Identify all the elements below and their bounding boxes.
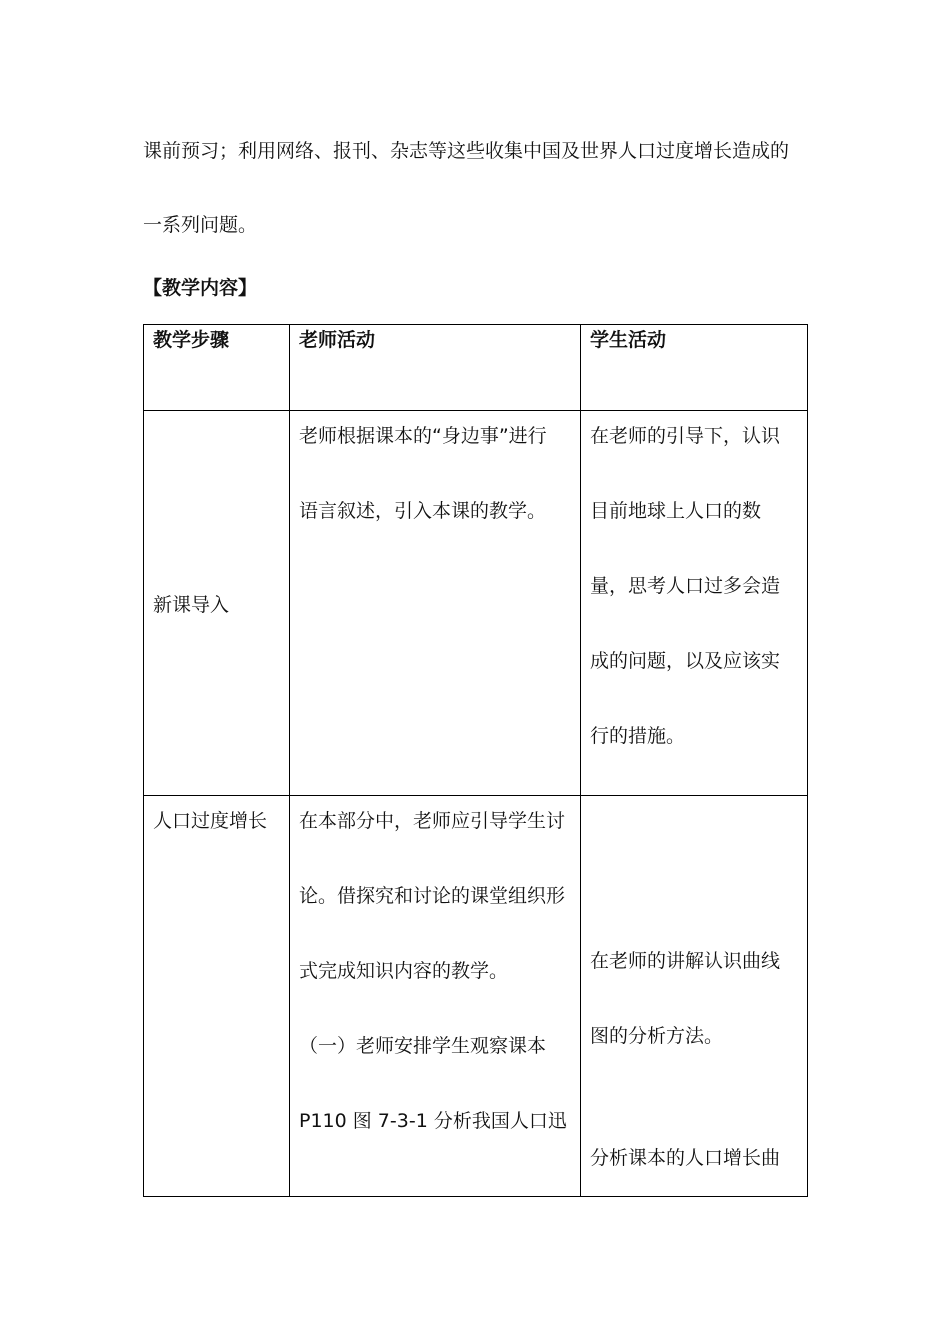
teacher-activity-cell: [290, 411, 581, 796]
table-header-row: [144, 325, 808, 411]
intro-line-2: 一系列问题。: [143, 214, 258, 236]
student-text-line: 在老师的讲解认识曲线: [590, 950, 781, 972]
header-student-activity: 学生活动: [581, 325, 808, 411]
teacher-text-line: 语言叙述，引入本课的教学。: [299, 500, 547, 522]
student-text-line: 量，思考人口过多会造: [590, 575, 781, 597]
section-heading: 【教学内容】: [143, 277, 258, 299]
header-teacher-activity: 老师活动: [290, 325, 581, 411]
table-row: [144, 796, 808, 1197]
student-text-line: 分析课本的人口增长曲: [590, 1147, 781, 1169]
teacher-activity-cell: [290, 796, 581, 1197]
table-row: [144, 411, 808, 796]
step-label: 新课导入: [153, 593, 230, 616]
teacher-text-line: 老师根据课本的“身边事”进行: [299, 425, 547, 447]
student-text-line: 在老师的引导下，认识: [590, 425, 781, 447]
teacher-text-line: 在本部分中，老师应引导学生讨: [299, 810, 566, 832]
step-cell: [144, 411, 290, 796]
teacher-text-line: 论。借探究和讨论的课堂组织形: [299, 885, 566, 907]
header-step: 教学步骤: [144, 325, 290, 411]
student-activity-cell: [581, 796, 808, 1197]
lesson-table: [143, 324, 808, 1197]
step-label: 人口过度增长: [153, 810, 268, 832]
teacher-text-line: P110 图 7-3-1 分析我国人口迅: [299, 1110, 567, 1132]
student-text-line: 成的问题，以及应该实: [590, 650, 781, 672]
student-text-line: 行的措施。: [590, 725, 686, 747]
student-text-line: 图的分析方法。: [590, 1025, 724, 1047]
intro-line-1: 课前预习；利用网络、报刊、杂志等这些收集中国及世界人口过度增长造成的: [143, 140, 790, 162]
student-activity-cell: [581, 411, 808, 796]
step-cell: [144, 796, 290, 1197]
teacher-text-line: 式完成知识内容的教学。: [299, 960, 509, 982]
teacher-text-line: （一）老师安排学生观察课本: [299, 1035, 547, 1057]
student-text-line: 目前地球上人口的数: [590, 500, 762, 522]
